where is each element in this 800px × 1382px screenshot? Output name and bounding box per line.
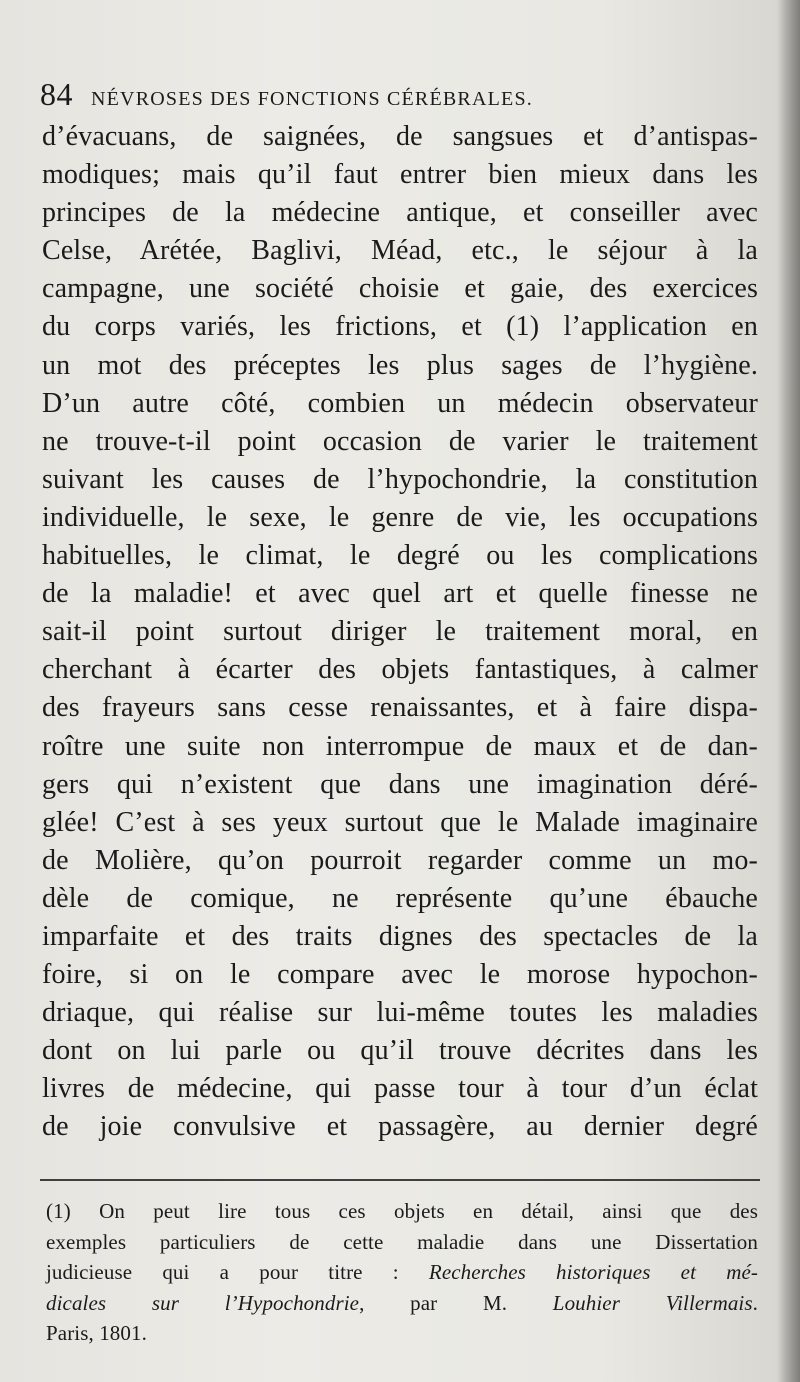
footnote-text: judicieuse qui a pour titre :	[46, 1260, 429, 1284]
footnote-divider	[40, 1179, 760, 1181]
text-line: ne trouve-t-il point occasion de varier le traitement	[42, 425, 758, 457]
text-line: dont on lui parle ou qu’il trouve décrites dans les	[42, 1035, 758, 1067]
text-line: du corps variés, les frictions, et (1) l’application en	[42, 311, 758, 343]
page-number: 84	[40, 76, 73, 112]
footnote-line	[46, 1257, 758, 1288]
text-line: dèle de comique, ne représente qu’une ébauche	[42, 882, 758, 914]
footnote-title: Recherches historiques et mé-	[428, 1260, 758, 1284]
footnote-line: exemples particuliers de cette maladie dans une Dissertation	[46, 1229, 758, 1254]
footnote-line: Paris, 1801.	[46, 1321, 147, 1345]
text-line: roître une suite non interrompue de maux et de dan-	[42, 730, 758, 762]
main-text-block	[42, 118, 758, 1147]
footnote-text: , par M.	[359, 1290, 553, 1315]
page-edge-shadow	[778, 0, 800, 1382]
text-line: individuelle, le sexe, le genre de vie, les occupations	[42, 501, 758, 533]
footnote	[46, 1196, 758, 1349]
footnote-author: Louhier Villermais	[552, 1290, 753, 1315]
text-line: sait-il point surtout diriger le traitement moral, en	[42, 616, 758, 648]
text-line: de joie convulsive et passagère, au dernier degré	[42, 1111, 758, 1143]
footnote-text: .	[752, 1290, 759, 1315]
text-line: livres de médecine, qui passe tour à tour d’un éclat	[42, 1073, 758, 1105]
page-header	[40, 76, 760, 116]
text-line: modiques; mais qu’il faut entrer bien mieux dans les	[42, 159, 758, 191]
text-line: suivant les causes de l’hypochondrie, la constitution	[42, 463, 758, 495]
text-line: driaque, qui réalise sur lui-même toutes les maladies	[42, 997, 758, 1029]
text-line: d’évacuans, de saignées, de sangsues et d’antispas-	[42, 121, 758, 152]
text-line: de Molière, qu’on pourroit regarder comme un mo-	[42, 844, 758, 876]
text-line: habituelles, le climat, le degré ou les complications	[42, 540, 758, 572]
text-line: imparfaite et des traits dignes des spectacles de la	[42, 920, 758, 952]
text-line: D’un autre côté, combien un médecin observateur	[42, 387, 758, 419]
text-line: cherchant à écarter des objets fantastiques, à calmer	[42, 654, 758, 686]
running-head: NÉVROSES DES FONCTIONS CÉRÉBRALES.	[91, 88, 533, 110]
text-line: Celse, Arétée, Baglivi, Méad, etc., le séjour à la	[42, 235, 758, 267]
text-line: glée! C’est à ses yeux surtout que le Malade imaginaire	[42, 806, 758, 838]
footnote-line	[46, 1288, 758, 1319]
text-line: des frayeurs sans cesse renaissantes, et à faire dispa-	[42, 692, 758, 724]
footnote-line: (1) On peut lire tous ces objets en détail, ainsi que des	[46, 1199, 758, 1223]
text-line: foire, si on le compare avec le morose hypochon-	[42, 959, 758, 991]
text-line: principes de la médecine antique, et conseiller avec	[42, 197, 758, 229]
footnote-title: dicales sur l’Hypochondrie	[46, 1290, 360, 1315]
text-line: gers qui n’existent que dans une imagination déré-	[42, 768, 758, 800]
text-line: campagne, une société choisie et gaie, des exercices	[42, 273, 758, 305]
text-line: un mot des préceptes les plus sages de l’hygiène.	[42, 349, 758, 381]
text-line: de la maladie! et avec quel art et quelle finesse ne	[42, 578, 758, 610]
